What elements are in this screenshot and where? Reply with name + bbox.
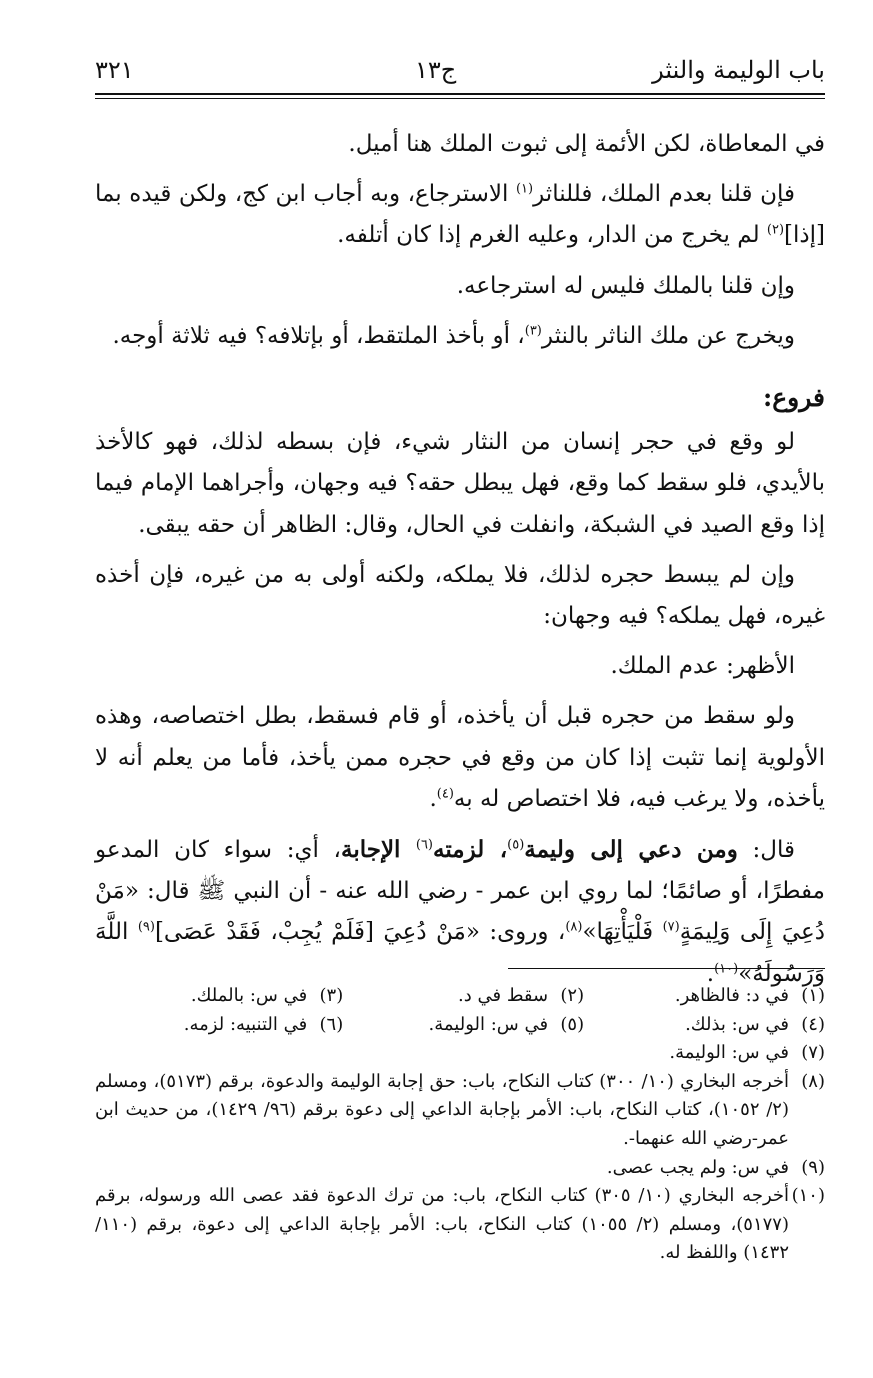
footnote: (٩) في س: ولم يجب عصى. <box>606 1156 825 1178</box>
footnote-separator <box>508 968 825 969</box>
paragraph: لو وقع في حجر إنسان من النثار شيء، فإن بسطه لذلك، فهو كالأخذ بالأيدي، فلو سقط كما وقع، فهل يبطل حقه؟ فيه وجهان، وأجراهما الإمام فيما إذا وقع الصيد في الشبكة، وانفلت في الحال، وقال: الظاهر أن حقه يبقى. <box>95 429 825 538</box>
footnote-ref[interactable]: (٤) <box>436 786 454 802</box>
section-heading: فروع: <box>763 383 825 413</box>
footnote-row <box>95 982 825 1011</box>
footnote: (٨) أخرجه البخاري (١٠/ ٣٠٠) كتاب النكاح، باب: حق إجابة الوليمة والدعوة، برقم (٥١٧٣)، ومسلم (٢/ ١٠٥٢)، كتاب النكاح، باب: الأمر بإجابة الداعي إلى دعوة برقم (٩٦/ ١٤٢٩)، من حديث ابن عمر-رضي الله عنهما-. <box>95 1070 825 1149</box>
footnote-ref[interactable]: (٧) <box>662 919 680 935</box>
footnote-ref[interactable]: (٩) <box>137 919 155 935</box>
footnote: (١٠) أخرجه البخاري (١٠/ ٣٠٥) كتاب النكاح، باب: من ترك الدعوة فقد عصى الله ورسوله، برقم (٥١٧٧)، ومسلم (٢/ ١٠٥٥) كتاب النكاح، باب: الأمر بإجابة الداعي إلى دعوة، برقم (١١٠/ ١٤٣٢) واللفظ له. <box>95 1185 825 1264</box>
paragraph: في المعاطاة، لكن الأئمة إلى ثبوت الملك هنا أميل. <box>348 131 825 157</box>
footnote-ref[interactable]: (٢) <box>766 222 785 238</box>
paragraph: قال: ومن دعي إلى وليمة$^{(٥)}$، لزمته$^{(٦)}$ الإجابة، أي: سواء كان المدعو مفطرًا، أو صائمًا؛ لما روي ابن عمر - رضي الله عنه - أن النبي ﷺ قال: «مَنْ دُعِيَ إِلَى وَلِيمَةٍ$^{(٧)}$ فَلْيَأْتِهَا»$^{(٨)}$، وروى: «مَنْ دُعِيَ [فَلَمْ يُجِبْ، فَقَدْ عَصَى]$^{(٩)}$ اللَّهَ وَرَسُولَهُ»$^{(١٠)}$. <box>95 836 826 987</box>
running-header <box>95 52 825 88</box>
paragraph: الأظهر: عدم الملك. <box>610 653 795 680</box>
footnote: (٦) في التنبيه: لزمه. <box>183 1013 344 1035</box>
footnote: (٤) في س: بذلك. <box>685 1013 825 1035</box>
footnote: (٧) في س: الوليمة. <box>669 1042 825 1064</box>
page-number: ٣٢١ <box>95 56 134 84</box>
footnote: (٢) سقط في د. <box>458 985 585 1006</box>
paragraph: وإن قلنا بالملك فليس له استرجاعه. <box>456 272 795 299</box>
footnote-ref[interactable]: (٨) <box>565 919 583 935</box>
footnote-ref[interactable]: (٣) <box>524 323 542 339</box>
paragraph: فإن قلنا بعدم الملك، فللناثر$^{(١)}$ الاسترجاع، وبه أجاب ابن كج، ولكن قيده بما [إذا]$^{(٢)}$ لم يخرج من الدار، وعليه الغرم إذا كان أتلفه. <box>95 181 825 249</box>
header-rule-thin <box>95 98 825 99</box>
footnote-ref[interactable]: (١٠) <box>714 961 739 976</box>
matn-text: الإجابة <box>340 836 416 864</box>
paragraph: وإن لم يبسط حجره لذلك، فلا يملكه، ولكنه أولى به من غيره، فإن أخذه غيره، فهل يملكه؟ فيه وجهان: <box>95 561 825 630</box>
footnote: (٥) في س: الوليمة. <box>428 1013 585 1035</box>
paragraph: ولو سقط من حجره قبل أن يأخذه، أو قام فسقط، بطل اختصاصه، وهذه الأولوية إنما تثبت إذا كان من وقع في حجره ممن يأخذ، فأما من يعلم أنه لا يأخذه، ولا يرغب فيه، فلا اختصاص له به$^{(٤)}$. <box>95 703 825 812</box>
paragraph: ويخرج عن ملك الناثر بالنثر$^{(٣)}$، أو بأخذ الملتقط، أو بإتلافه؟ فيه ثلاثة أوجه. <box>112 322 795 349</box>
footnote-row <box>95 1011 825 1040</box>
main-text <box>95 124 825 1004</box>
footnote-ref[interactable]: (١) <box>515 181 534 197</box>
matn-text: ، لزمته <box>433 836 508 864</box>
footnote-ref[interactable]: (٥) <box>507 837 525 853</box>
footnote: (٣) في س: بالملك. <box>190 985 344 1006</box>
matn-text: ومن دعي إلى وليمة <box>524 836 738 864</box>
footnote: (١) في د: فالظاهر. <box>674 985 825 1006</box>
footnote-ref[interactable]: (٦) <box>415 837 433 853</box>
chapter-title: باب الوليمة والنثر <box>652 56 825 84</box>
volume-label: ج١٣ <box>415 56 457 84</box>
footnotes <box>95 982 825 1268</box>
header-rule-thick <box>95 93 825 95</box>
